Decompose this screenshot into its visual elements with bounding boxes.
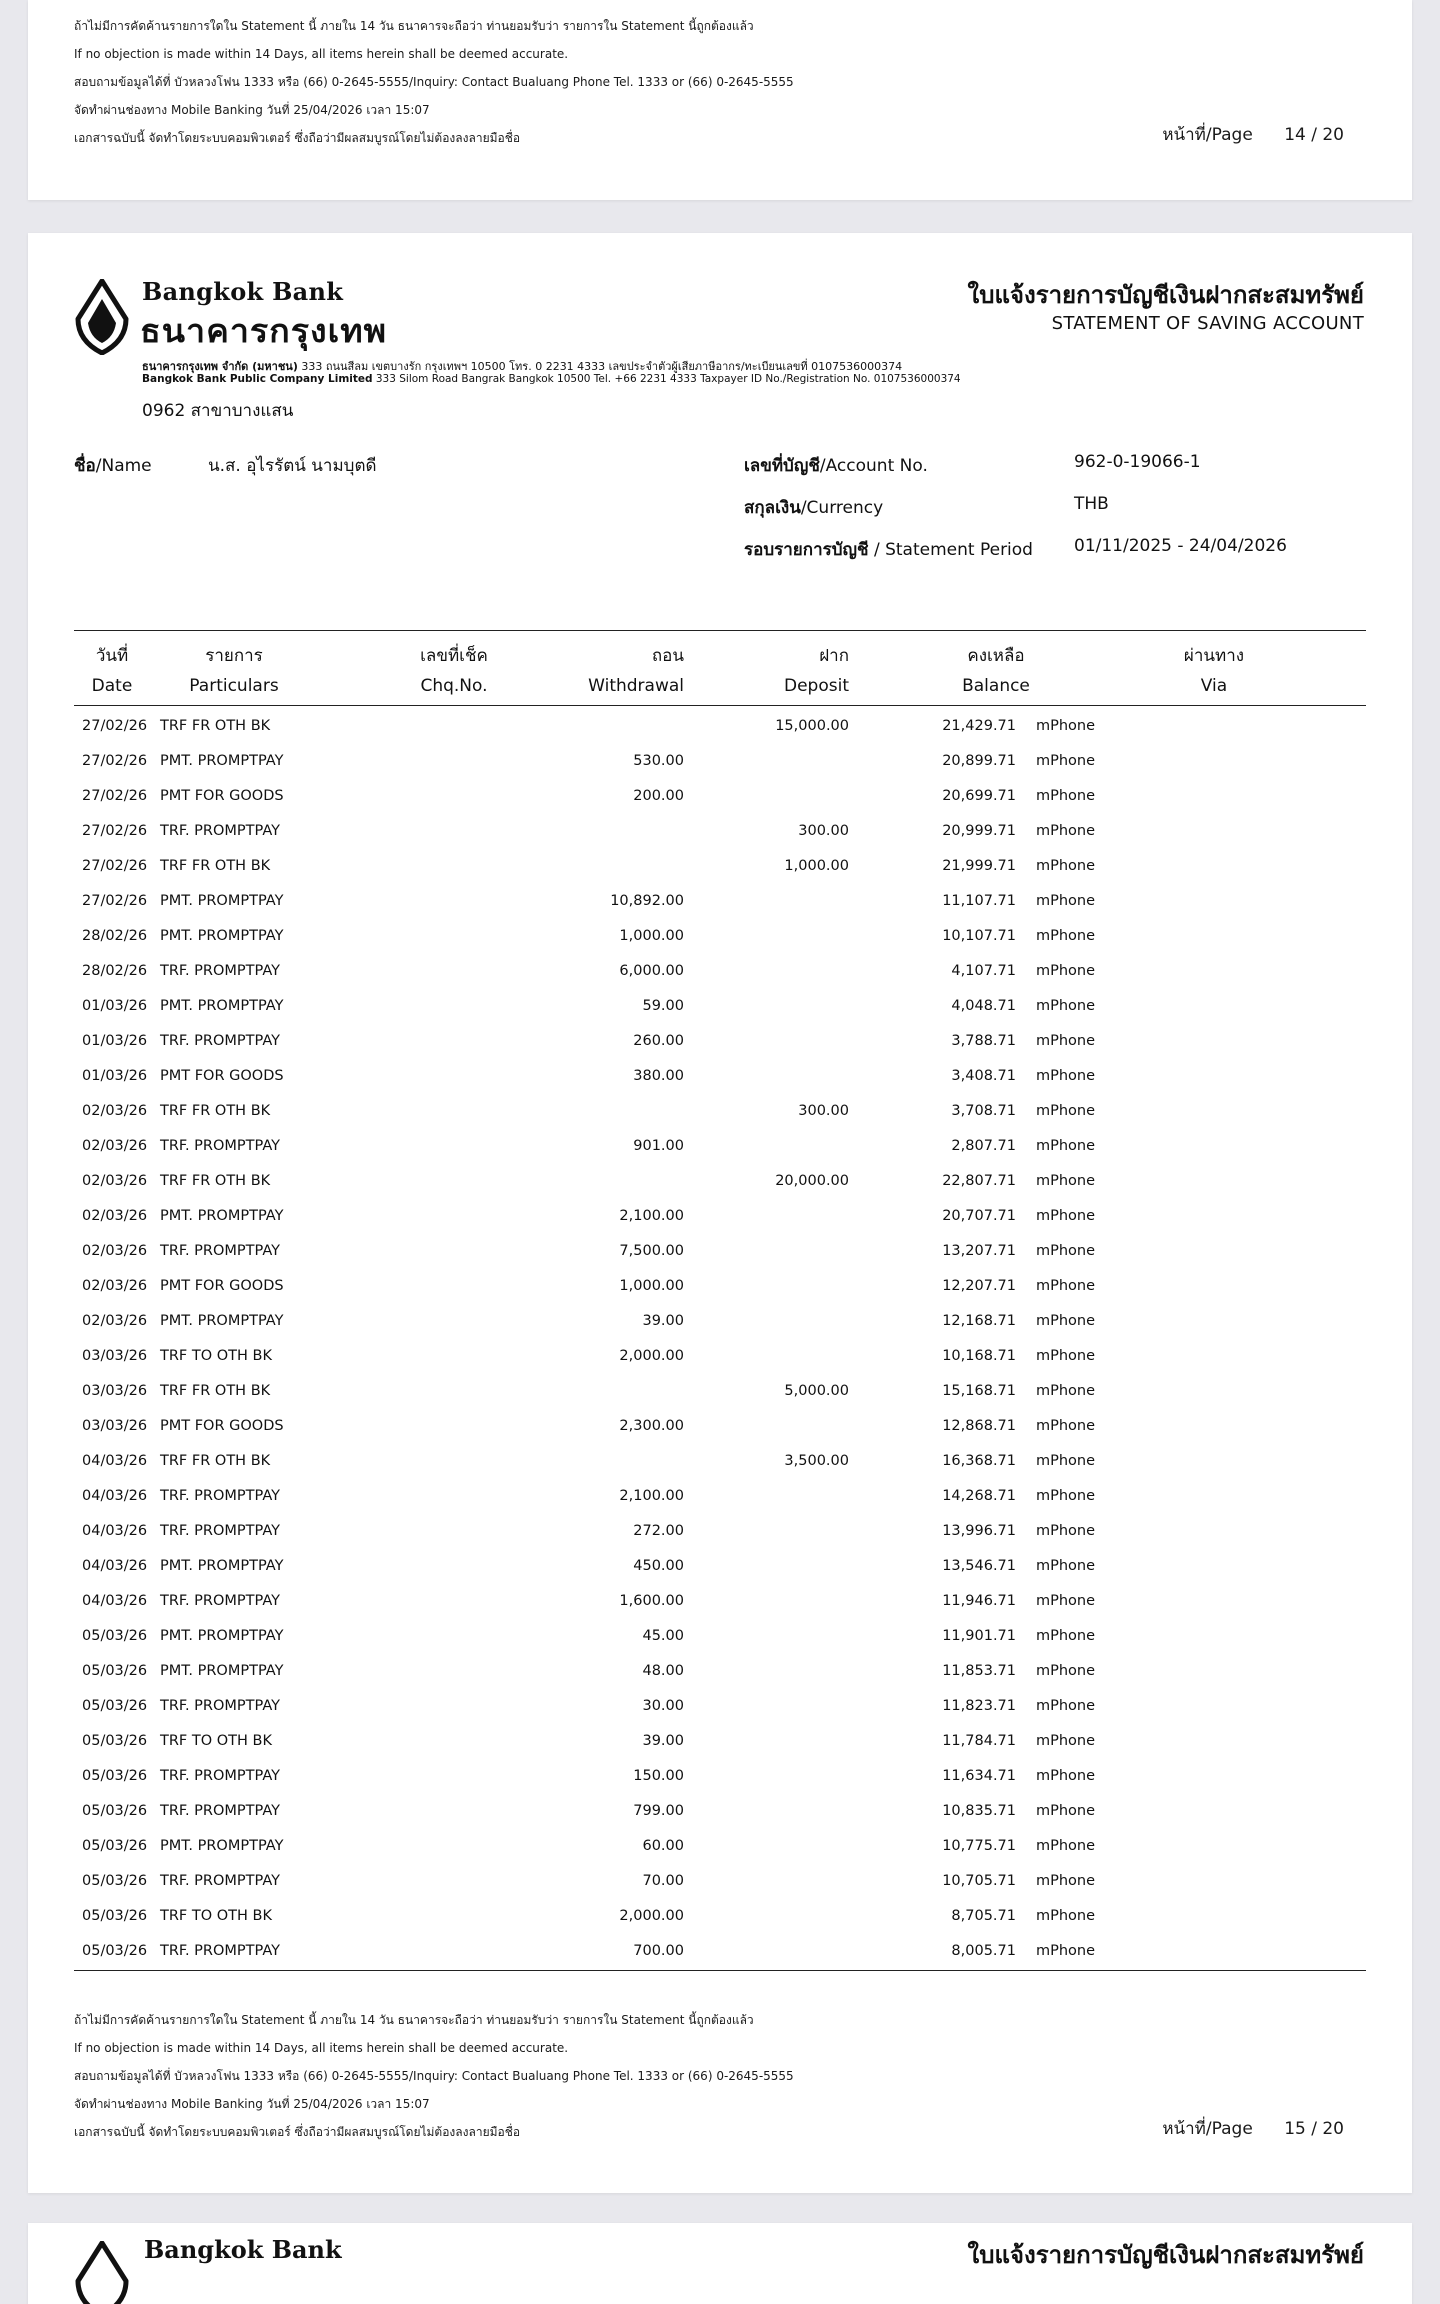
cell-particulars: PMT. PROMPTPAY — [160, 753, 284, 769]
col-header-via-en: Via — [1200, 676, 1228, 696]
table-row — [74, 1760, 1366, 1795]
account-holder-name: น.ส. อุไรรัตน์ นามบุตดี — [208, 456, 377, 476]
cell-via: mPhone — [1036, 1453, 1096, 1469]
cell-withdrawal: 450.00 — [633, 1558, 684, 1574]
table-row — [74, 1130, 1366, 1165]
cell-via: mPhone — [1036, 1768, 1096, 1784]
col-header-withdrawal-en: Withdrawal — [588, 676, 684, 696]
cell-balance: 13,207.71 — [942, 1243, 1016, 1259]
col-header-withdrawal-th: ถอน — [651, 646, 684, 666]
cell-balance: 11,853.71 — [942, 1663, 1016, 1679]
table-row — [74, 920, 1366, 955]
name-label: ชื่อ/Name — [74, 456, 152, 476]
table-row — [74, 1305, 1366, 1340]
cell-balance: 11,946.71 — [942, 1593, 1016, 1609]
table-row — [74, 885, 1366, 920]
table-bottom-rule — [74, 1970, 1366, 1971]
statement-header — [74, 275, 1364, 435]
table-row — [74, 1900, 1366, 1935]
footer-objection-th: ถ้าไม่มีการคัดค้านรายการใดใน Statement นี้ ภายใน 14 วัน ธนาคารจะถือว่า ท่านยอมรับว่า รายการใน Statement นี้ถูกต้องแล้ว — [74, 19, 754, 33]
cell-withdrawal: 45.00 — [642, 1628, 684, 1644]
cell-balance: 2,807.71 — [951, 1138, 1016, 1154]
cell-withdrawal: 60.00 — [642, 1838, 684, 1854]
cell-withdrawal: 2,100.00 — [619, 1488, 684, 1504]
cell-via: mPhone — [1036, 1838, 1096, 1854]
cell-particulars: TRF. PROMPTPAY — [160, 1138, 280, 1154]
cell-balance: 14,268.71 — [942, 1488, 1016, 1504]
page-label: หน้าที่/Page — [1162, 125, 1253, 145]
cell-withdrawal: 700.00 — [633, 1943, 684, 1959]
bank-address-en — [142, 373, 961, 385]
cell-particulars: PMT. PROMPTPAY — [160, 1628, 284, 1644]
cell-date: 05/03/26 — [82, 1768, 148, 1784]
table-row — [74, 1725, 1366, 1760]
cell-balance: 11,784.71 — [942, 1733, 1016, 1749]
table-row — [74, 710, 1366, 745]
cell-date: 04/03/26 — [82, 1558, 148, 1574]
col-header-balance-en: Balance — [962, 676, 1030, 696]
col-header-balance-th: คงเหลือ — [967, 646, 1025, 666]
cell-via: mPhone — [1036, 718, 1096, 734]
cell-particulars: TRF. PROMPTPAY — [160, 1768, 280, 1784]
cell-deposit: 3,500.00 — [784, 1453, 849, 1469]
cell-deposit: 15,000.00 — [775, 718, 849, 734]
statement-period-value: 01/11/2025 - 24/04/2026 — [1074, 536, 1287, 556]
cell-date: 05/03/26 — [82, 1698, 148, 1714]
cell-particulars: PMT. PROMPTPAY — [160, 998, 284, 1014]
cell-via: mPhone — [1036, 1558, 1096, 1574]
cell-via: mPhone — [1036, 1103, 1096, 1119]
cell-particulars: TRF. PROMPTPAY — [160, 1033, 280, 1049]
table-row — [74, 815, 1366, 850]
next-statement-title-th: ใบแจ้งรายการบัญชีเงินฝากสะสมทรัพย์ — [967, 2241, 1364, 2269]
footer-objection-en: If no objection is made within 14 Days, all items herein shall be deemed accurate. — [74, 2041, 569, 2055]
cell-balance: 11,634.71 — [942, 1768, 1016, 1784]
table-top-rule — [74, 630, 1366, 631]
cell-particulars: TRF. PROMPTPAY — [160, 823, 280, 839]
cell-via: mPhone — [1036, 998, 1096, 1014]
cell-date: 28/02/26 — [82, 928, 148, 944]
cell-date: 02/03/26 — [82, 1313, 148, 1329]
cell-balance: 10,835.71 — [942, 1803, 1016, 1819]
cell-balance: 12,868.71 — [942, 1418, 1016, 1434]
cell-date: 05/03/26 — [82, 1908, 148, 1924]
page-indicator — [1162, 121, 1344, 148]
table-row — [74, 1935, 1366, 1970]
cell-particulars: PMT FOR GOODS — [160, 1068, 284, 1084]
cell-deposit: 300.00 — [798, 1103, 849, 1119]
cell-via: mPhone — [1036, 1908, 1096, 1924]
bangkok-bank-lotus-logo-icon — [74, 2241, 130, 2304]
cell-particulars: PMT FOR GOODS — [160, 788, 284, 804]
table-row — [74, 1270, 1366, 1305]
cell-date: 02/03/26 — [82, 1173, 148, 1189]
cell-balance: 11,901.71 — [942, 1628, 1016, 1644]
cell-withdrawal: 48.00 — [642, 1663, 684, 1679]
cell-withdrawal: 2,000.00 — [619, 1908, 684, 1924]
cell-date: 27/02/26 — [82, 718, 148, 734]
table-row — [74, 1375, 1366, 1410]
cell-via: mPhone — [1036, 1173, 1096, 1189]
table-row — [74, 745, 1366, 780]
bank-name-en: Bangkok Bank — [142, 277, 344, 306]
table-row — [74, 1410, 1366, 1445]
cell-via: mPhone — [1036, 1523, 1096, 1539]
cell-date: 27/02/26 — [82, 823, 148, 839]
cell-balance: 10,705.71 — [942, 1873, 1016, 1889]
statement-title-th: ใบแจ้งรายการบัญชีเงินฝากสะสมทรัพย์ — [967, 281, 1364, 309]
cell-via: mPhone — [1036, 823, 1096, 839]
cell-date: 02/03/26 — [82, 1138, 148, 1154]
cell-date: 02/03/26 — [82, 1278, 148, 1294]
cell-via: mPhone — [1036, 788, 1096, 804]
cell-particulars: TRF. PROMPTPAY — [160, 963, 280, 979]
table-row — [74, 1165, 1366, 1200]
cell-particulars: PMT. PROMPTPAY — [160, 1313, 284, 1329]
cell-withdrawal: 39.00 — [642, 1733, 684, 1749]
cell-date: 27/02/26 — [82, 858, 148, 874]
cell-particulars: TRF FR OTH BK — [160, 1453, 271, 1469]
cell-date: 03/03/26 — [82, 1418, 148, 1434]
footer-inquiry: สอบถามข้อมูลได้ที่ บัวหลวงโฟน 1333 หรือ (66) 0-2645-5555/Inquiry: Contact Bualuang Phone Tel. 1333 or (66) 0-2645-5555 — [74, 2069, 794, 2083]
cell-particulars: TRF FR OTH BK — [160, 1383, 271, 1399]
cell-date: 05/03/26 — [82, 1628, 148, 1644]
cell-particulars: PMT FOR GOODS — [160, 1278, 284, 1294]
cell-particulars: TRF FR OTH BK — [160, 1173, 271, 1189]
cell-via: mPhone — [1036, 928, 1096, 944]
cell-particulars: TRF. PROMPTPAY — [160, 1243, 280, 1259]
cell-via: mPhone — [1036, 1313, 1096, 1329]
cell-deposit: 1,000.00 — [784, 858, 849, 874]
col-header-particulars-th: รายการ — [205, 646, 263, 666]
cell-withdrawal: 799.00 — [633, 1803, 684, 1819]
cell-via: mPhone — [1036, 1383, 1096, 1399]
cell-particulars: PMT. PROMPTPAY — [160, 928, 284, 944]
cell-date: 01/03/26 — [82, 998, 148, 1014]
cell-withdrawal: 901.00 — [633, 1138, 684, 1154]
cell-via: mPhone — [1036, 1033, 1096, 1049]
cell-date: 03/03/26 — [82, 1348, 148, 1364]
cell-date: 05/03/26 — [82, 1663, 148, 1679]
cell-date: 05/03/26 — [82, 1733, 148, 1749]
cell-withdrawal: 260.00 — [633, 1033, 684, 1049]
cell-particulars: TRF. PROMPTPAY — [160, 1523, 280, 1539]
cell-via: mPhone — [1036, 1593, 1096, 1609]
cell-via: mPhone — [1036, 1278, 1096, 1294]
cell-date: 27/02/26 — [82, 753, 148, 769]
next-page-sheet — [28, 2223, 1412, 2304]
cell-withdrawal: 7,500.00 — [619, 1243, 684, 1259]
table-row — [74, 1200, 1366, 1235]
cell-balance: 21,429.71 — [942, 718, 1016, 734]
table-row — [74, 1620, 1366, 1655]
cell-particulars: TRF FR OTH BK — [160, 858, 271, 874]
footer-objection-th: ถ้าไม่มีการคัดค้านรายการใดใน Statement นี้ ภายใน 14 วัน ธนาคารจะถือว่า ท่านยอมรับว่า รายการใน Statement นี้ถูกต้องแล้ว — [74, 2013, 754, 2027]
table-row — [74, 1515, 1366, 1550]
cell-via: mPhone — [1036, 1873, 1096, 1889]
cell-particulars: PMT. PROMPTPAY — [160, 1558, 284, 1574]
cell-balance: 11,107.71 — [942, 893, 1016, 909]
bank-address-en-text: 333 Silom Road Bangrak Bangkok 10500 Tel. +66 2231 4333 Taxpayer ID No./Registration No. 0107536000374 — [375, 373, 961, 385]
cell-particulars: PMT. PROMPTPAY — [160, 893, 284, 909]
table-row — [74, 1585, 1366, 1620]
cell-balance: 10,107.71 — [942, 928, 1016, 944]
cell-particulars: PMT FOR GOODS — [160, 1418, 284, 1434]
cell-date: 05/03/26 — [82, 1803, 148, 1819]
cell-via: mPhone — [1036, 753, 1096, 769]
account-number-label: เลขที่บัญชี/Account No. — [744, 456, 928, 476]
table-row — [74, 1445, 1366, 1480]
cell-via: mPhone — [1036, 1068, 1096, 1084]
cell-date: 04/03/26 — [82, 1488, 148, 1504]
cell-via: mPhone — [1036, 858, 1096, 874]
cell-via: mPhone — [1036, 1243, 1096, 1259]
cell-date: 04/03/26 — [82, 1523, 148, 1539]
cell-via: mPhone — [1036, 963, 1096, 979]
bangkok-bank-lotus-logo-icon — [74, 279, 130, 355]
currency-label: สกุลเงิน/Currency — [744, 498, 884, 518]
cell-balance: 10,775.71 — [942, 1838, 1016, 1854]
cell-date: 02/03/26 — [82, 1243, 148, 1259]
cell-balance: 4,107.71 — [951, 963, 1016, 979]
cell-withdrawal: 1,000.00 — [619, 928, 684, 944]
cell-date: 01/03/26 — [82, 1068, 148, 1084]
cell-date: 28/02/26 — [82, 963, 148, 979]
table-row — [74, 850, 1366, 885]
bank-company-en: Bangkok Bank Public Company Limited — [142, 373, 373, 385]
cell-via: mPhone — [1036, 1628, 1096, 1644]
bank-address-th-text: 333 ถนนสีลม เขตบางรัก กรุงเทพฯ 10500 โทร. 0 2231 4333 เลขประจำตัวผู้เสียภาษีอากร/ทะเบียนเลขที่ 0107536000374 — [301, 360, 903, 373]
next-bank-name-en: Bangkok Bank — [144, 2235, 342, 2264]
page-label: หน้าที่/Page — [1162, 2119, 1253, 2139]
cell-date: 27/02/26 — [82, 788, 148, 804]
col-header-particulars-en: Particulars — [189, 676, 279, 696]
cell-balance: 13,546.71 — [942, 1558, 1016, 1574]
col-header-chq-en: Chq.No. — [420, 676, 488, 696]
cell-balance: 3,408.71 — [951, 1068, 1016, 1084]
cell-balance: 20,899.71 — [942, 753, 1016, 769]
cell-date: 05/03/26 — [82, 1838, 148, 1854]
cell-balance: 15,168.71 — [942, 1383, 1016, 1399]
cell-date: 04/03/26 — [82, 1453, 148, 1469]
cell-via: mPhone — [1036, 1138, 1096, 1154]
statement-page-sheet — [28, 233, 1412, 2193]
table-row — [74, 1830, 1366, 1865]
cell-balance: 8,005.71 — [951, 1943, 1016, 1959]
cell-withdrawal: 2,300.00 — [619, 1418, 684, 1434]
cell-particulars: TRF. PROMPTPAY — [160, 1698, 280, 1714]
cell-date: 04/03/26 — [82, 1593, 148, 1609]
cell-via: mPhone — [1036, 1663, 1096, 1679]
footer-computer-note: เอกสารฉบับนี้ จัดทำโดยระบบคอมพิวเตอร์ ซึ่งถือว่ามีผลสมบูรณ์โดยไม่ต้องลงลายมือชื่อ — [74, 131, 521, 145]
cell-withdrawal: 150.00 — [633, 1768, 684, 1784]
cell-particulars: TRF. PROMPTPAY — [160, 1803, 280, 1819]
account-number-value: 962-0-19066-1 — [1074, 452, 1201, 472]
cell-withdrawal: 2,000.00 — [619, 1348, 684, 1364]
cell-withdrawal: 200.00 — [633, 788, 684, 804]
table-row — [74, 1235, 1366, 1270]
cell-particulars: TRF. PROMPTPAY — [160, 1943, 280, 1959]
footer-inquiry: สอบถามข้อมูลได้ที่ บัวหลวงโฟน 1333 หรือ (66) 0-2645-5555/Inquiry: Contact Bualuang Phone Tel. 1333 or (66) 0-2645-5555 — [74, 75, 794, 89]
cell-withdrawal: 380.00 — [633, 1068, 684, 1084]
cell-particulars: PMT. PROMPTPAY — [160, 1208, 284, 1224]
table-row — [74, 1480, 1366, 1515]
cell-balance: 16,368.71 — [942, 1453, 1016, 1469]
cell-via: mPhone — [1036, 1943, 1096, 1959]
cell-via: mPhone — [1036, 893, 1096, 909]
cell-particulars: TRF TO OTH BK — [160, 1908, 272, 1924]
col-header-date-th: วันที่ — [95, 646, 129, 666]
footer-objection-en: If no objection is made within 14 Days, all items herein shall be deemed accurate. — [74, 47, 569, 61]
cell-withdrawal: 70.00 — [642, 1873, 684, 1889]
cell-deposit: 5,000.00 — [784, 1383, 849, 1399]
cell-particulars: PMT. PROMPTPAY — [160, 1663, 284, 1679]
cell-withdrawal: 59.00 — [642, 998, 684, 1014]
cell-particulars: TRF FR OTH BK — [160, 718, 271, 734]
cell-withdrawal: 272.00 — [633, 1523, 684, 1539]
previous-page-footer — [74, 12, 1344, 152]
cell-balance: 13,996.71 — [942, 1523, 1016, 1539]
cell-via: mPhone — [1036, 1488, 1096, 1504]
footer-computer-note: เอกสารฉบับนี้ จัดทำโดยระบบคอมพิวเตอร์ ซึ่งถือว่ามีผลสมบูรณ์โดยไม่ต้องลงลายมือชื่อ — [74, 2125, 521, 2139]
cell-date: 27/02/26 — [82, 893, 148, 909]
cell-via: mPhone — [1036, 1208, 1096, 1224]
cell-via: mPhone — [1036, 1418, 1096, 1434]
cell-balance: 3,708.71 — [951, 1103, 1016, 1119]
cell-withdrawal: 1,600.00 — [619, 1593, 684, 1609]
col-header-chq-th: เลขที่เช็ค — [420, 646, 488, 666]
cell-via: mPhone — [1036, 1803, 1096, 1819]
table-row — [74, 1095, 1366, 1130]
cell-balance: 12,168.71 — [942, 1313, 1016, 1329]
cell-date: 05/03/26 — [82, 1943, 148, 1959]
cell-balance: 12,207.71 — [942, 1278, 1016, 1294]
cell-withdrawal: 2,100.00 — [619, 1208, 684, 1224]
cell-balance: 4,048.71 — [951, 998, 1016, 1014]
cell-particulars: TRF TO OTH BK — [160, 1348, 272, 1364]
table-row — [74, 955, 1366, 990]
footer-generated: จัดทำผ่านช่องทาง Mobile Banking วันที่ 25/04/2026 เวลา 15:07 — [74, 2097, 430, 2111]
table-row — [74, 1060, 1366, 1095]
col-header-via-th: ผ่านทาง — [1183, 646, 1245, 666]
cell-particulars: TRF TO OTH BK — [160, 1733, 272, 1749]
cell-balance: 20,999.71 — [942, 823, 1016, 839]
statement-title-en: STATEMENT OF SAVING ACCOUNT — [1051, 313, 1364, 334]
cell-deposit: 20,000.00 — [775, 1173, 849, 1189]
table-row — [74, 1795, 1366, 1830]
branch-name: 0962 สาขาบางแสน — [142, 401, 294, 421]
cell-via: mPhone — [1036, 1733, 1096, 1749]
col-header-deposit-en: Deposit — [784, 676, 849, 696]
cell-date: 02/03/26 — [82, 1103, 148, 1119]
cell-date: 05/03/26 — [82, 1873, 148, 1889]
table-header-rule — [74, 705, 1366, 706]
cell-withdrawal: 6,000.00 — [619, 963, 684, 979]
table-row — [74, 1025, 1366, 1060]
table-row — [74, 1550, 1366, 1585]
cell-balance: 21,999.71 — [942, 858, 1016, 874]
bank-company-th: ธนาคารกรุงเทพ จำกัด (มหาชน) — [142, 360, 298, 373]
cell-withdrawal: 39.00 — [642, 1313, 684, 1329]
col-header-date-en: Date — [91, 676, 133, 696]
cell-balance: 20,699.71 — [942, 788, 1016, 804]
footer-generated: จัดทำผ่านช่องทาง Mobile Banking วันที่ 25/04/2026 เวลา 15:07 — [74, 103, 430, 117]
cell-balance: 20,707.71 — [942, 1208, 1016, 1224]
table-row — [74, 1340, 1366, 1375]
table-row — [74, 1655, 1366, 1690]
cell-withdrawal: 30.00 — [642, 1698, 684, 1714]
cell-balance: 3,788.71 — [951, 1033, 1016, 1049]
cell-date: 01/03/26 — [82, 1033, 148, 1049]
cell-withdrawal: 1,000.00 — [619, 1278, 684, 1294]
cell-via: mPhone — [1036, 1348, 1096, 1364]
cell-particulars: TRF. PROMPTPAY — [160, 1593, 280, 1609]
page-indicator — [1162, 2115, 1344, 2142]
bank-name-th: ธนาคารกรุงเทพ — [140, 312, 388, 351]
previous-page-sheet — [28, 0, 1412, 200]
current-page-footer — [74, 2006, 1344, 2146]
table-row — [74, 1865, 1366, 1900]
cell-via: mPhone — [1036, 1698, 1096, 1714]
page-number: 14 / 20 — [1284, 125, 1344, 145]
cell-balance: 8,705.71 — [951, 1908, 1016, 1924]
cell-particulars: TRF. PROMPTPAY — [160, 1873, 280, 1889]
col-header-deposit-th: ฝาก — [819, 646, 849, 666]
table-row — [74, 1690, 1366, 1725]
cell-withdrawal: 530.00 — [633, 753, 684, 769]
statement-period-label: รอบรายการบัญชี / Statement Period — [744, 540, 1033, 560]
cell-date: 02/03/26 — [82, 1208, 148, 1224]
cell-withdrawal: 10,892.00 — [610, 893, 684, 909]
table-row — [74, 780, 1366, 815]
cell-particulars: PMT. PROMPTPAY — [160, 1838, 284, 1854]
page-number: 15 / 20 — [1284, 2119, 1344, 2139]
cell-particulars: TRF. PROMPTPAY — [160, 1488, 280, 1504]
cell-particulars: TRF FR OTH BK — [160, 1103, 271, 1119]
table-row — [74, 990, 1366, 1025]
cell-balance: 10,168.71 — [942, 1348, 1016, 1364]
currency-value: THB — [1074, 494, 1109, 514]
cell-balance: 11,823.71 — [942, 1698, 1016, 1714]
cell-balance: 22,807.71 — [942, 1173, 1016, 1189]
cell-deposit: 300.00 — [798, 823, 849, 839]
cell-date: 03/03/26 — [82, 1383, 148, 1399]
